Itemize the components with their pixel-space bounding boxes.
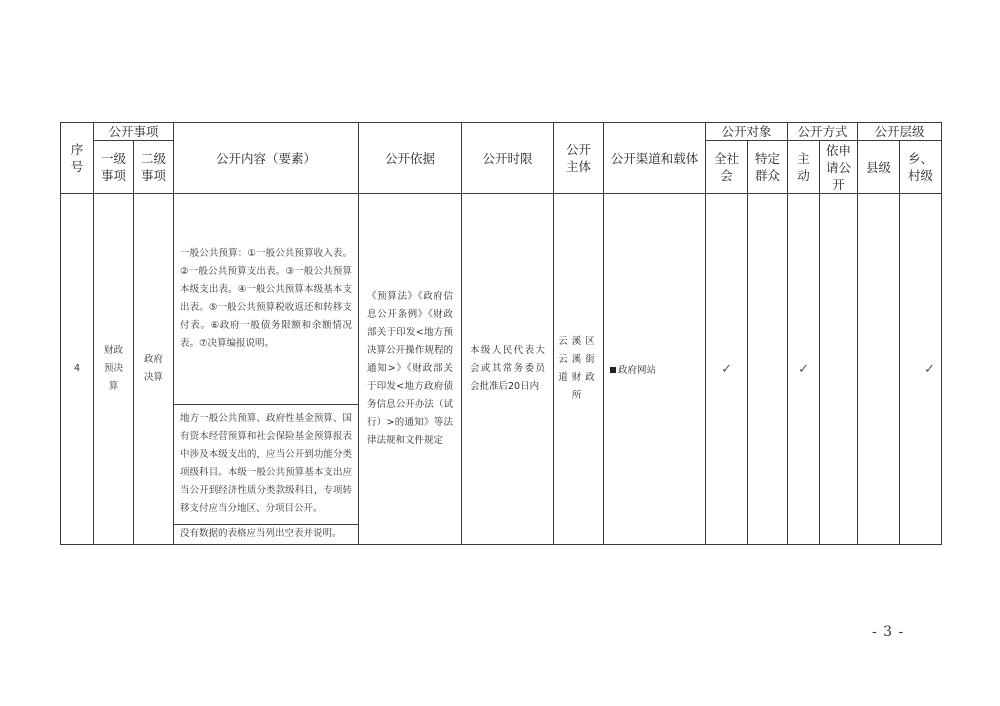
row-seq: 4	[73, 363, 81, 375]
row-channel-label: 政府网站	[618, 365, 657, 377]
header-content-label: 公开内容（要素）	[216, 150, 317, 166]
row-channel	[604, 362, 705, 376]
page-number: - 3 -	[872, 624, 905, 640]
header-method-active	[788, 141, 820, 194]
row-time-limit: 本级人民代表大会或其常务委员会批准后20日内	[470, 345, 546, 393]
header-time-limit-label: 公开时限	[482, 150, 533, 166]
row-content-2: 地方一般公共预算、政府性基金预算、国有资本经营预算和社会保险基金预算报表中涉及本级支出的，应当公开到功能分类项级科目。本级一般公共预算基本支出应当公开到经济性质分类款级科目，专项转移支付应当分地区、分项目公开。	[180, 413, 353, 515]
header-tier-county	[858, 141, 900, 194]
check-icon: ✓	[798, 361, 809, 377]
header-tier-county-label: 县级	[866, 159, 892, 175]
check-icon: ✓	[924, 361, 936, 377]
header-target-specific	[748, 141, 788, 194]
header-basis	[359, 123, 462, 194]
row-method-request-cell	[820, 194, 858, 545]
row-tier-township-cell	[900, 194, 942, 545]
header-method-label: 公开方式	[797, 124, 848, 140]
header-method	[788, 123, 858, 141]
header-level1-item-label: 一级事项	[100, 151, 126, 184]
header-tier-township-label: 乡、村级	[908, 151, 934, 184]
header-tier-label: 公开层级	[874, 124, 925, 140]
header-time-limit	[462, 123, 554, 194]
row-content-cell-1	[174, 194, 359, 404]
row-target-specific-cell	[748, 194, 788, 545]
row-level2: 政府决算	[143, 354, 163, 384]
row-content-cell-3	[174, 524, 359, 544]
row-level1: 财政预决算	[103, 345, 123, 393]
row-basis: 《预算法》《政府信息公开条例》《财政部关于印发<地方预决算公开操作规程的通知>》《财政部关于印发<地方政府债务信息公开办法（试行）>的通知》等法律法规和文件规定	[367, 291, 454, 447]
header-channel-label: 公开渠道和载体	[610, 150, 699, 166]
row-target-all-cell	[706, 194, 748, 545]
row-basis-cell	[359, 194, 462, 545]
row-tier-county-cell	[858, 194, 900, 545]
header-method-active-label: 主动	[797, 151, 810, 184]
row-subject: 云溪区云溪街道财政所	[558, 336, 599, 402]
row-time-limit-cell	[462, 194, 554, 545]
row-content-cell-2	[174, 404, 359, 524]
header-seq-label: 序号	[70, 142, 84, 175]
header-basis-label: 公开依据	[385, 150, 436, 166]
row-subject-cell	[554, 194, 604, 545]
header-public-items-label: 公开事项	[108, 124, 159, 140]
header-target-all	[706, 141, 748, 194]
header-subject	[554, 123, 604, 194]
row-content-3: 没有数据的表格应当列出空表并说明。	[180, 528, 342, 540]
row-channel-cell	[604, 194, 706, 545]
row-level2-cell	[134, 194, 174, 545]
header-level2-item-label: 二级事项	[140, 151, 166, 184]
header-method-request-label: 依申请公开	[826, 142, 852, 192]
header-tier	[858, 123, 942, 141]
header-subject-label: 公开主体	[566, 142, 592, 175]
row-seq-cell	[61, 194, 94, 545]
header-level1-item	[94, 141, 134, 194]
header-public-items	[94, 123, 174, 141]
square-bullet-icon	[610, 367, 616, 373]
header-seq	[61, 123, 94, 194]
header-channel	[604, 123, 706, 194]
header-target-label: 公开对象	[721, 124, 772, 140]
row-content-1: 一般公共预算：①一般公共预算收入表。②一般公共预算支出表。③一般公共预算本级支出表。④一般公共预算本级基本支出表。⑤一般公共预算税收返还和转移支付表。⑥政府一般债务限额和余额情况表。⑦决算编报说明。	[180, 247, 353, 349]
header-level2-item	[134, 141, 174, 194]
header-target	[706, 123, 788, 141]
header-tier-township	[900, 141, 942, 194]
header-content	[174, 123, 359, 194]
row-method-active-cell	[788, 194, 820, 545]
header-method-request	[820, 141, 858, 194]
header-target-specific-label: 特定群众	[755, 151, 781, 184]
row-level1-cell	[94, 194, 134, 545]
disclosure-table	[60, 122, 942, 545]
header-target-all-label: 全社会	[714, 151, 740, 184]
check-icon: ✓	[721, 361, 732, 377]
